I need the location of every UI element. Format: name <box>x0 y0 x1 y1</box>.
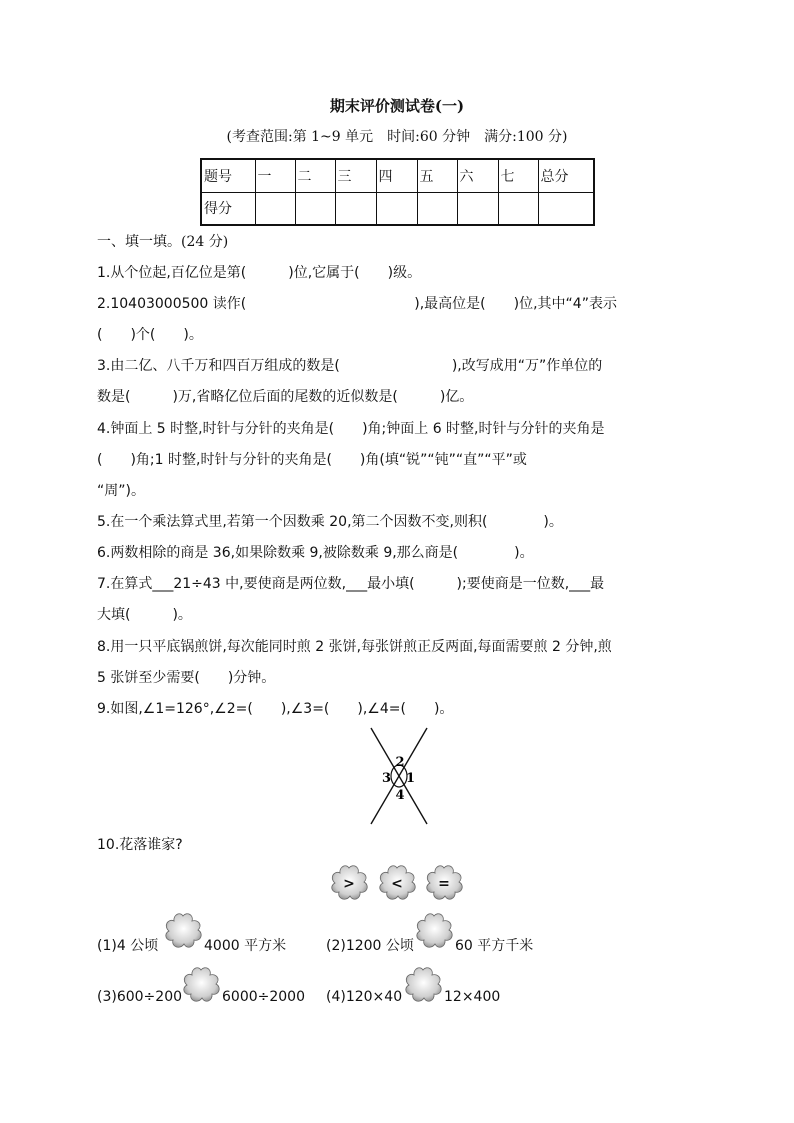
score-cell: 六 <box>457 159 498 192</box>
score-input-cell[interactable] <box>498 192 538 225</box>
question-line: 大填( )。 <box>97 607 192 623</box>
score-cell: 一 <box>255 159 295 192</box>
score-cell: 三 <box>335 159 376 192</box>
score-input-cell[interactable] <box>538 192 594 225</box>
symbol-text: = <box>438 876 450 892</box>
question-line: 2.10403000500 读作( ),最高位是( )位,其中“4”表示 <box>97 296 617 312</box>
angle-label-1: 1 <box>406 771 416 786</box>
score-cell: 七 <box>498 159 538 192</box>
question-line: 3.由二亿、八千万和四百万组成的数是( ),改写成用“万”作单位的 <box>97 358 603 374</box>
flower-symbol-equal[interactable] <box>423 862 465 902</box>
question-line: “周”)。 <box>97 483 145 499</box>
page-title: 期末评价测试卷(一) <box>329 97 465 115</box>
flower-blank[interactable] <box>180 964 222 1004</box>
question-line: 数是( )万,省略亿位后面的尾数的近似数是( )亿。 <box>97 389 474 405</box>
symbol-text: < <box>391 876 403 892</box>
comparison-right: 12×400 <box>444 989 501 1005</box>
section-heading: 一、填一填。(24 分) <box>97 234 229 250</box>
score-cell: 得分 <box>201 192 255 225</box>
score-table <box>200 158 595 226</box>
question-line: ( )个( )。 <box>97 327 203 343</box>
comparison-right: 60 平方千米 <box>455 938 534 954</box>
question-line: ( )角;1 时整,时针与分针的夹角是( )角(填“锐”“钝”“直”“平”或 <box>97 452 527 468</box>
angle-label-4: 4 <box>395 788 405 803</box>
score-cell: 五 <box>417 159 457 192</box>
angle-label-2: 2 <box>395 755 405 770</box>
score-cell: 二 <box>295 159 335 192</box>
score-table-score-row <box>201 192 594 225</box>
score-table-header-row <box>201 159 594 192</box>
comparison-left: (4)120×40 <box>326 989 403 1005</box>
symbol-text: > <box>343 876 355 892</box>
score-input-cell[interactable] <box>295 192 335 225</box>
score-cell: 总分 <box>538 159 594 192</box>
score-input-cell[interactable] <box>417 192 457 225</box>
angle-label-3: 3 <box>382 771 392 786</box>
comparison-left: (2)1200 公顷 <box>326 938 414 954</box>
question-line: 1.从个位起,百亿位是第( )位,它属于( )级。 <box>97 265 422 281</box>
comparison-right: 6000÷2000 <box>222 989 305 1005</box>
flower-blank[interactable] <box>162 910 204 950</box>
question-line: 8.用一只平底锅煎饼,每次能同时煎 2 张饼,每张饼煎正反两面,每面需要煎 2 分钟,煎 <box>97 639 612 655</box>
flower-blank[interactable] <box>402 964 444 1004</box>
flower-symbol-greater[interactable] <box>328 862 370 902</box>
score-input-cell[interactable] <box>335 192 376 225</box>
comparison-right: 4000 平方米 <box>204 938 287 954</box>
score-input-cell[interactable] <box>255 192 295 225</box>
question-line: 6.两数相除的商是 36,如果除数乘 9,被除数乘 9,那么商是( )。 <box>97 545 534 561</box>
question-line: 5.在一个乘法算式里,若第一个因数乘 20,第二个因数不变,则积( )。 <box>97 514 563 530</box>
angle-figure <box>357 726 441 826</box>
score-cell: 题号 <box>201 159 255 192</box>
question-line: 4.钟面上 5 时整,时针与分针的夹角是( )角;钟面上 6 时整,时针与分针的夹角是 <box>97 421 605 437</box>
score-input-cell[interactable] <box>457 192 498 225</box>
question-line: 5 张饼至少需要( )分钟。 <box>97 670 276 686</box>
score-cell: 四 <box>376 159 417 192</box>
flower-symbol-less[interactable] <box>376 862 418 902</box>
comparison-left: (3)600÷200 <box>97 989 183 1005</box>
question-line: 7.在算式___21÷43 中,要使商是两位数,___最小填( );要使商是一位数,___最 <box>97 576 605 592</box>
question-line: 10.花落谁家? <box>97 837 183 853</box>
flower-blank[interactable] <box>413 910 455 950</box>
comparison-left: (1)4 公顷 <box>97 938 159 954</box>
exam-info: (考查范围:第 1~9 单元 时间:60 分钟 满分:100 分) <box>226 129 568 145</box>
question-line: 9.如图,∠1=126°,∠2=( ),∠3=( ),∠4=( )。 <box>97 701 454 717</box>
score-input-cell[interactable] <box>376 192 417 225</box>
